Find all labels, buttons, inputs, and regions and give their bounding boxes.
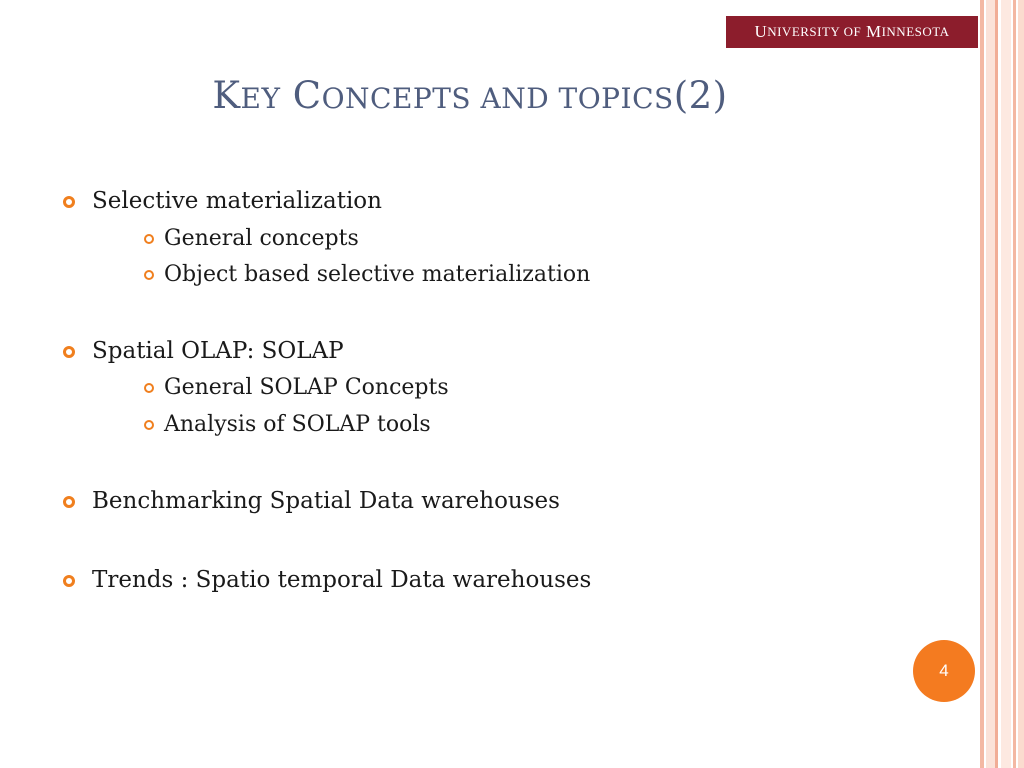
- page-number-badge: [913, 640, 975, 702]
- logo-text: INNESOTA: [881, 24, 950, 39]
- decorative-stripe: [1013, 0, 1016, 768]
- sub-bullet-item: General SOLAP Concepts: [164, 375, 449, 400]
- logo-text: NIVERSITY OF: [767, 24, 862, 39]
- decorative-stripe: [1018, 0, 1024, 768]
- bullet-item: Trends : Spatio temporal Data warehouses: [92, 567, 592, 593]
- sub-bullet-item: Analysis of SOLAP tools: [164, 412, 431, 437]
- logo-letter: M: [865, 22, 882, 41]
- title-letter: K: [212, 74, 241, 117]
- page-number: 4: [939, 661, 949, 680]
- logo-letter: U: [754, 22, 768, 41]
- sub-bullet-item: General concepts: [164, 226, 359, 251]
- title-text: ONCEPTS AND TOPICS: [321, 82, 674, 115]
- slide-title: [0, 74, 940, 117]
- bullet-item: Benchmarking Spatial Data warehouses: [92, 488, 560, 514]
- title-text: EY: [240, 82, 281, 115]
- title-letter: C: [292, 74, 322, 117]
- decorative-stripe: [980, 0, 984, 768]
- title-text: (2): [673, 74, 728, 117]
- sub-bullet-item: Object based selective materialization: [164, 262, 591, 287]
- decorative-stripe: [995, 0, 998, 768]
- bullet-item: Selective materialization: [92, 188, 382, 214]
- decorative-stripe: [1001, 0, 1011, 768]
- decorative-stripe: [986, 0, 995, 768]
- bullet-item: Spatial OLAP: SOLAP: [92, 338, 344, 364]
- university-logo: [726, 16, 978, 48]
